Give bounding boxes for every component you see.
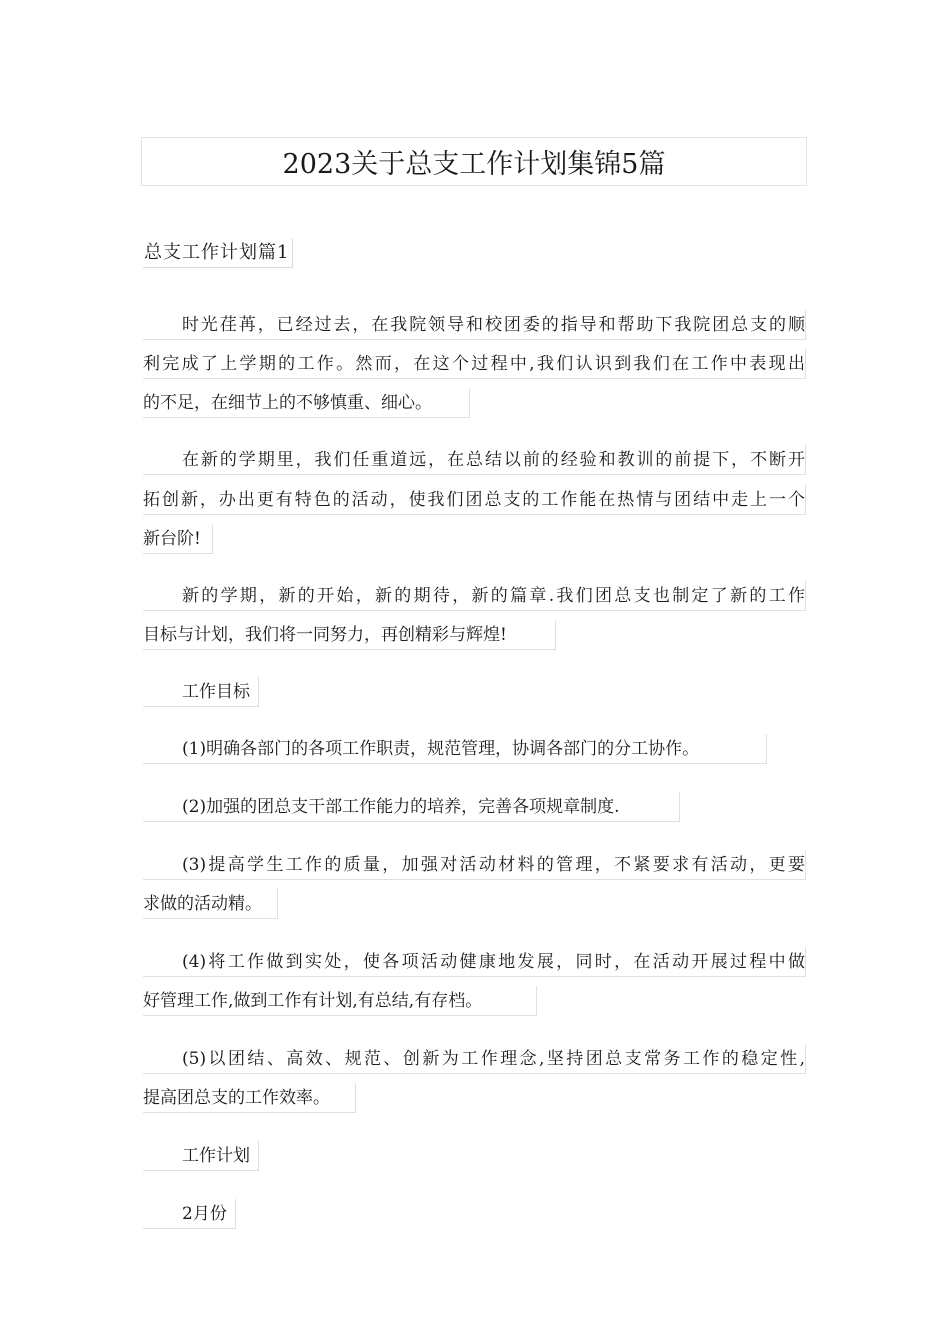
line: 2月份 [143,1199,236,1229]
line: 工作计划 [143,1141,259,1171]
line: 的不足，在细节上的不够慎重、细心。 [143,388,470,418]
line: 目标与计划，我们将一同努力，再创精彩与辉煌! [143,620,556,650]
line: (5)以团结、高效、规范、创新为工作理念,坚持团总支常务工作的稳定性, [143,1044,806,1074]
document-title: 2023关于总支工作计划集锦5篇 [141,137,807,186]
line: 利完成了上学期的工作。然而，在这个过程中,我们认识到我们在工作中表现出 [143,349,806,379]
line: 在新的学期里，我们任重道远，在总结以前的经验和教训的前提下，不断开 [143,445,806,475]
line: (4)将工作做到实处，使各项活动健康地发展，同时，在活动开展过程中做 [143,947,806,977]
line: (3)提高学生工作的质量，加强对活动材料的管理，不紧要求有活动，更要 [143,850,806,880]
line: 求做的活动精。 [143,889,278,919]
section-heading: 总支工作计划篇1 [143,238,293,268]
line: 新台阶! [143,524,213,554]
line: 好管理工作,做到工作有计划,有总结,有存档。 [143,986,537,1016]
line: (1)明确各部门的各项工作职责，规范管理，协调各部门的分工协作。 [143,734,767,764]
line: 时光荏苒，已经过去，在我院领导和校团委的指导和帮助下我院团总支的顺 [143,310,806,340]
line: 提高团总支的工作效率。 [143,1083,356,1113]
line: (2)加强的团总支干部工作能力的培养，完善各项规章制度. [143,792,680,822]
line: 拓创新，办出更有特色的活动，使我们团总支的工作能在热情与团结中走上一个 [143,485,806,515]
line: 工作目标 [143,677,259,707]
line: 新的学期，新的开始，新的期待，新的篇章.我们团总支也制定了新的工作 [143,581,806,611]
